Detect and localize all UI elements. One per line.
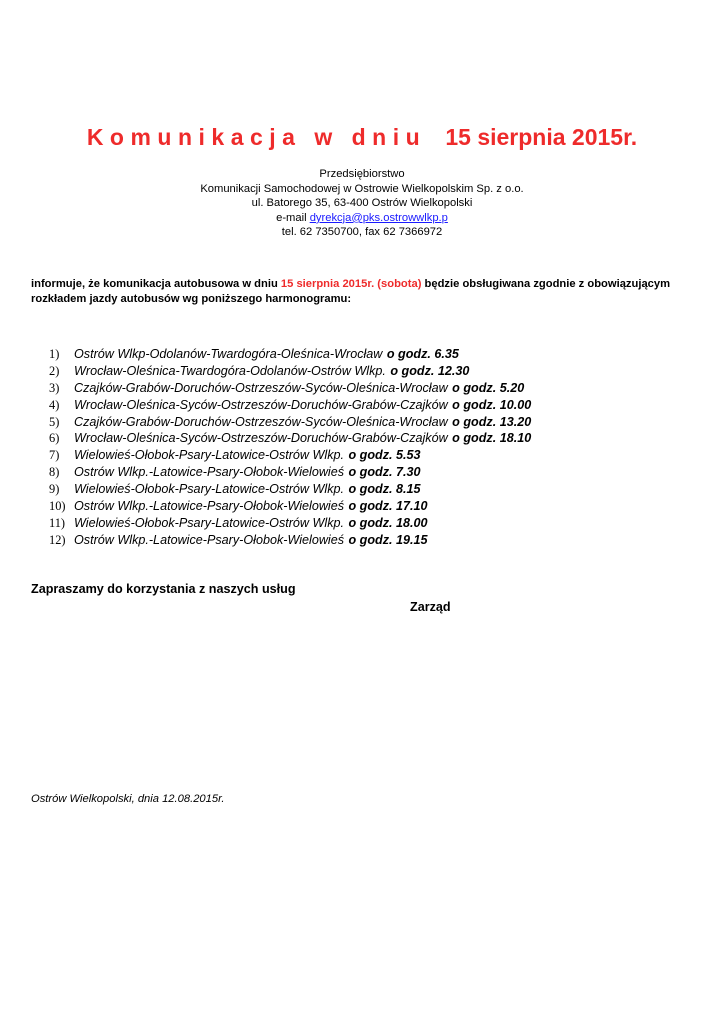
header-phone: tel. 62 7350700, fax 62 7366972	[281, 226, 443, 239]
route-number: 8)	[49, 465, 60, 480]
route-time: o godz. 6.35	[386, 347, 459, 361]
route-number: 12)	[49, 532, 66, 547]
route-time: o godz. 17.10	[348, 499, 428, 514]
route-number: 9)	[49, 482, 60, 497]
route-time: o godz. 5.53	[348, 448, 421, 463]
title-date: 15 sierpnia 2015r.	[445, 124, 638, 150]
title-spaced-text: Komunikacja w dniu	[86, 124, 427, 150]
route-number: 3)	[49, 380, 60, 395]
route-name: Ostrów Wlkp.-Latowice-Psary-Ołobok-Wielowieś	[74, 532, 345, 547]
invitation-text: Zapraszamy do korzystania z naszych usług	[31, 582, 296, 596]
route-name: Wrocław-Oleśnica-Syców-Ostrzeszów-Doruchów-Grabów-Czajków	[74, 431, 448, 446]
route-name: Ostrów Wlkp-Odolanów-Twardogóra-Oleśnica-Wrocław	[74, 347, 383, 361]
route-list	[49, 346, 531, 549]
route-name: Wielowieś-Ołobok-Psary-Latowice-Ostrów Wlkp.	[74, 448, 345, 463]
route-number: 5)	[49, 414, 60, 429]
route-time: o godz. 8.15	[348, 482, 421, 497]
route-name: Ostrów Wlkp.-Latowice-Psary-Ołobok-Wielowieś	[74, 465, 345, 480]
board-signature: Zarząd	[410, 600, 451, 614]
route-time: o godz. 19.15	[348, 532, 428, 547]
header-email-line	[0, 211, 724, 226]
intro-text-2: będzie obsługiwana zgodnie z obowiązującym rozkładem jazdy autobusów wg poniższego harmonogramu:	[31, 278, 671, 306]
header-address: ul. Batorego 35, 63-400 Ostrów Wielkopolski	[251, 197, 473, 210]
document-title	[0, 124, 724, 151]
route-name: Czajków-Grabów-Doruchów-Ostrzeszów-Syców-Oleśnica-Wrocław	[74, 414, 448, 429]
header-line-2: Komunikacji Samochodowej w Ostrowie Wielkopolskim Sp. z o.o.	[200, 182, 524, 195]
header-line-1: Przedsiębiorstwo	[319, 168, 405, 180]
intro-paragraph	[31, 277, 681, 308]
route-number: 10)	[49, 499, 66, 514]
place-date-footer: Ostrów Wielkopolski, dnia 12.08.2015r.	[31, 793, 225, 805]
route-number: 11)	[49, 515, 66, 530]
route-name: Wielowieś-Ołobok-Psary-Latowice-Ostrów Wlkp.	[74, 515, 345, 530]
route-number: 1)	[49, 347, 60, 361]
list-item	[49, 414, 531, 431]
route-time: o godz. 12.30	[390, 363, 470, 378]
route-time: o godz. 18.10	[452, 431, 532, 446]
list-item	[49, 380, 531, 397]
route-number: 4)	[49, 397, 60, 412]
list-item	[49, 532, 531, 549]
route-time: o godz. 18.00	[348, 515, 428, 530]
list-item	[49, 346, 531, 363]
route-time: o godz. 13.20	[452, 414, 532, 429]
email-label: e-mail	[276, 211, 310, 224]
route-name: Wrocław-Oleśnica-Syców-Ostrzeszów-Doruchów-Grabów-Czajków	[74, 397, 448, 412]
route-number: 7)	[49, 448, 60, 463]
route-name: Ostrów Wlkp.-Latowice-Psary-Ołobok-Wielowieś	[74, 499, 345, 514]
route-number: 2)	[49, 363, 60, 378]
company-header	[0, 167, 724, 240]
list-item	[49, 515, 531, 532]
list-item	[49, 430, 531, 447]
route-number: 6)	[49, 431, 60, 446]
route-name: Czajków-Grabów-Doruchów-Ostrzeszów-Syców-Oleśnica-Wrocław	[74, 380, 448, 395]
intro-text-1: informuje, że komunikacja autobusowa w dniu	[31, 278, 281, 290]
list-item	[49, 481, 531, 498]
list-item	[49, 397, 531, 414]
intro-date-highlight: 15 sierpnia 2015r. (sobota)	[280, 278, 422, 290]
email-link[interactable]: dyrekcja@pks.ostrowwlkp.p	[309, 211, 448, 224]
list-item	[49, 464, 531, 481]
route-name: Wielowieś-Ołobok-Psary-Latowice-Ostrów Wlkp.	[74, 482, 345, 497]
route-time: o godz. 5.20	[452, 380, 525, 395]
list-item	[49, 447, 531, 464]
list-item	[49, 498, 531, 515]
route-name: Wrocław-Oleśnica-Twardogóra-Odolanów-Ostrów Wlkp.	[74, 363, 386, 378]
route-time: o godz. 7.30	[348, 465, 421, 480]
route-time: o godz. 10.00	[452, 397, 532, 412]
list-item	[49, 363, 531, 380]
